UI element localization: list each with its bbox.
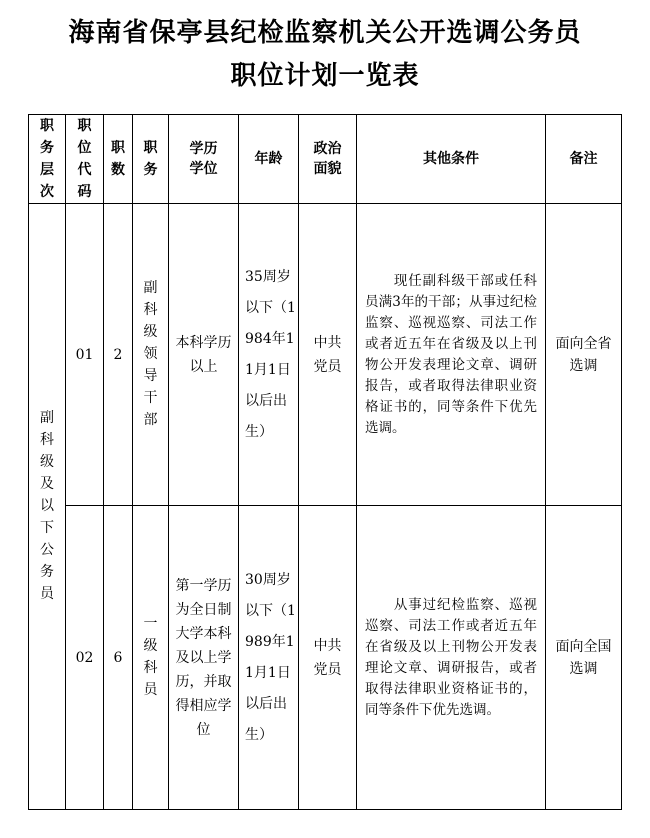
code-cell: 01 — [66, 204, 104, 506]
age-cell: 30周岁以下（1989年11月1日以后出生） — [239, 506, 299, 810]
header-notes: 备注 — [546, 115, 622, 204]
page-title: 海南省保亭县纪检监察机关公开选调公务员 — [68, 18, 582, 48]
header-count: 职数 — [104, 115, 133, 204]
education-cell: 本科学历以上 — [169, 204, 239, 506]
table-row — [29, 506, 622, 810]
level-cell: 副科级及以下公务员 — [29, 204, 66, 810]
page-subtitle: 职位计划一览表 — [230, 61, 420, 91]
politics-cell: 中共党员 — [299, 506, 357, 810]
conditions-cell: 从事过纪检监察、巡视巡察、司法工作或者近五年在省级及以上刊物公开发表理论文章、调研报告，或者取得法律职业资格证书的，同等条件下优先选调。 — [357, 506, 546, 810]
education-cell: 第一学历为全日制大学本科及以上学历，并取得相应学位 — [169, 506, 239, 810]
age-cell: 35周岁以下（1984年11月1日以后出生） — [239, 204, 299, 506]
header-row — [29, 115, 622, 204]
politics-cell: 中共党员 — [299, 204, 357, 506]
header-age: 年龄 — [239, 115, 299, 204]
header-politics: 政治面貌 — [299, 115, 357, 204]
notes-cell: 面向全国选调 — [546, 506, 622, 810]
position-cell: 一级科员 — [133, 506, 169, 810]
position-cell: 副科级领导干部 — [133, 204, 169, 506]
header-position: 职务 — [133, 115, 169, 204]
header-code: 职位代码 — [66, 115, 104, 204]
count-cell: 6 — [104, 506, 133, 810]
header-education: 学历学位 — [169, 115, 239, 204]
header-level: 职务层次 — [29, 115, 66, 204]
notes-cell: 面向全省选调 — [546, 204, 622, 506]
count-cell: 2 — [104, 204, 133, 506]
position-table — [28, 114, 622, 810]
code-cell: 02 — [66, 506, 104, 810]
header-conditions: 其他条件 — [357, 115, 546, 204]
table-row — [29, 204, 622, 506]
conditions-cell: 现任副科级干部或任科员满3年的干部；从事过纪检监察、巡视巡察、司法工作或者近五年在省级及以上刊物公开发表理论文章、调研报告，或者取得法律职业资格证书的，同等条件下优先选调。 — [357, 204, 546, 506]
